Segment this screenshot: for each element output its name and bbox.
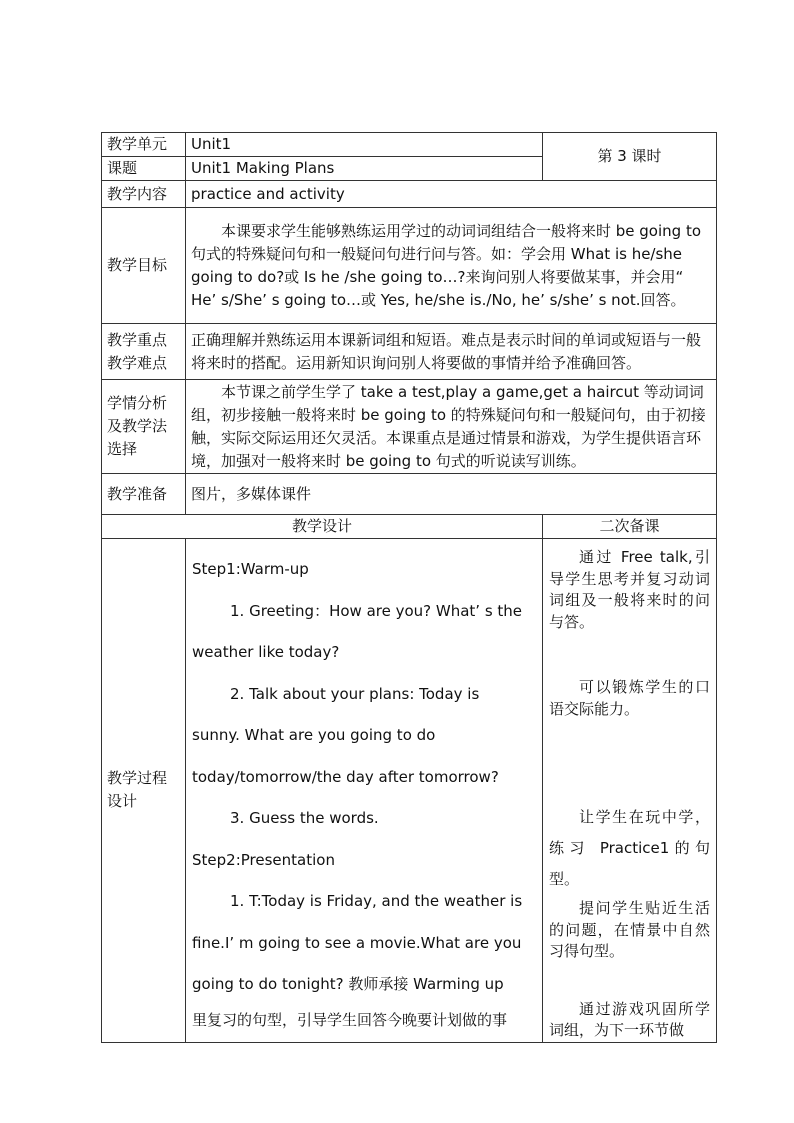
- key-label: [102, 324, 186, 380]
- row-prep: [102, 474, 717, 515]
- step1-item2-line1: 2. Talk about your plans: Today is: [230, 684, 480, 703]
- side-note-5: 通过游戏巩固所学词组，为下一环节做: [549, 999, 710, 1039]
- row-design-header: [102, 515, 717, 539]
- process-main: [186, 539, 543, 1043]
- design-header: 教学设计: [102, 515, 543, 539]
- step1-item1-line2: weather like today?: [192, 643, 340, 661]
- unit-label: 教学单元: [102, 133, 186, 157]
- analysis-label: 学情分析及教学法选择: [102, 380, 186, 474]
- step2-title: Step2:Presentation: [192, 850, 335, 869]
- second-prep-header: 二次备课: [543, 515, 717, 539]
- topic-value: Unit1 Making Plans: [186, 157, 543, 181]
- row-process: [102, 539, 717, 1043]
- step1-item3: 3. Guess the words.: [230, 809, 379, 827]
- row-content: [102, 181, 717, 208]
- key-label-1: 教学重点: [107, 330, 168, 349]
- process-label: 教学过程设计: [102, 539, 186, 1043]
- key-label-2: 教学难点: [107, 353, 168, 372]
- topic-label: 课题: [102, 157, 186, 181]
- step1-item2-line3: today/tomorrow/the day after tomorrow?: [192, 767, 499, 786]
- side-note-1: 通过 Free talk,引导学生思考并复习动词词组及一般将来时的问与答。: [549, 548, 710, 631]
- prep-value: 图片，多媒体课件: [186, 474, 717, 515]
- step2-item1-line2: fine.I’ m going to see a movie.What are you: [192, 933, 522, 952]
- content-value: practice and activity: [186, 181, 717, 208]
- step2-item1-line1: 1. T:Today is Friday, and the weather is: [230, 892, 523, 910]
- side-note-4: 提问学生贴近生活的问题，在情景中自然习得句型。: [549, 899, 710, 960]
- row-key-points: [102, 324, 717, 380]
- side-note-3: 让学生在玩中学，练习 Practice1的句型。: [549, 808, 710, 888]
- analysis-value: 本节课之前学生学了 take a test,play a game,get a haircut 等动词词组，初步接触一般将来时 be going to 的特殊疑问句和一般疑问句，由于初接触，实际交际运用还欠灵活。本课重点是通过情景和游戏，为学生提供语言环境，加强对一般将来时 be going to 句式的听说读写训练。: [186, 380, 717, 474]
- row-analysis: [102, 380, 717, 474]
- step1-item2-line2: sunny. What are you going to do: [192, 726, 436, 744]
- step1-title: Step1:Warm-up: [192, 560, 309, 578]
- lesson-plan-table: [101, 132, 717, 1043]
- step1-item1-line1: 1. Greeting：How are you? What’ s the: [230, 601, 523, 620]
- prep-label: 教学准备: [102, 474, 186, 515]
- step2-item1-line3: going to do tonight? 教师承接 Warming up: [192, 975, 504, 993]
- unit-value: Unit1: [186, 133, 543, 157]
- lesson-period: 第 3 课时: [543, 133, 717, 181]
- key-value: 正确理解并熟练运用本课新词组和短语。难点是表示时间的单词或短语与一般将来时的搭配。运用新知识询问别人将要做的事情并给予准确回答。: [186, 324, 717, 380]
- row-unit: [102, 133, 717, 157]
- content-label: 教学内容: [102, 181, 186, 208]
- side-note-2: 可以锻炼学生的口语交际能力。: [549, 678, 710, 718]
- step2-item1-line4: 里复习的句型，引导学生回答今晚要计划做的事: [192, 1010, 508, 1029]
- goals-label: 教学目标: [102, 208, 186, 324]
- goals-value: 本课要求学生能够熟练运用学过的动词词组结合一般将来时 be going to 句式的特殊疑问句和一般疑问句进行问与答。如：学会用 What is he/she going to do?或 Is he /she going to…?来询问别人将要做某事，并会用“ He’ s/She’ s going to…或 Yes, he/she is./No, he’ s/she’ s not.回答。: [186, 208, 717, 324]
- process-side: [543, 539, 717, 1043]
- row-goals: [102, 208, 717, 324]
